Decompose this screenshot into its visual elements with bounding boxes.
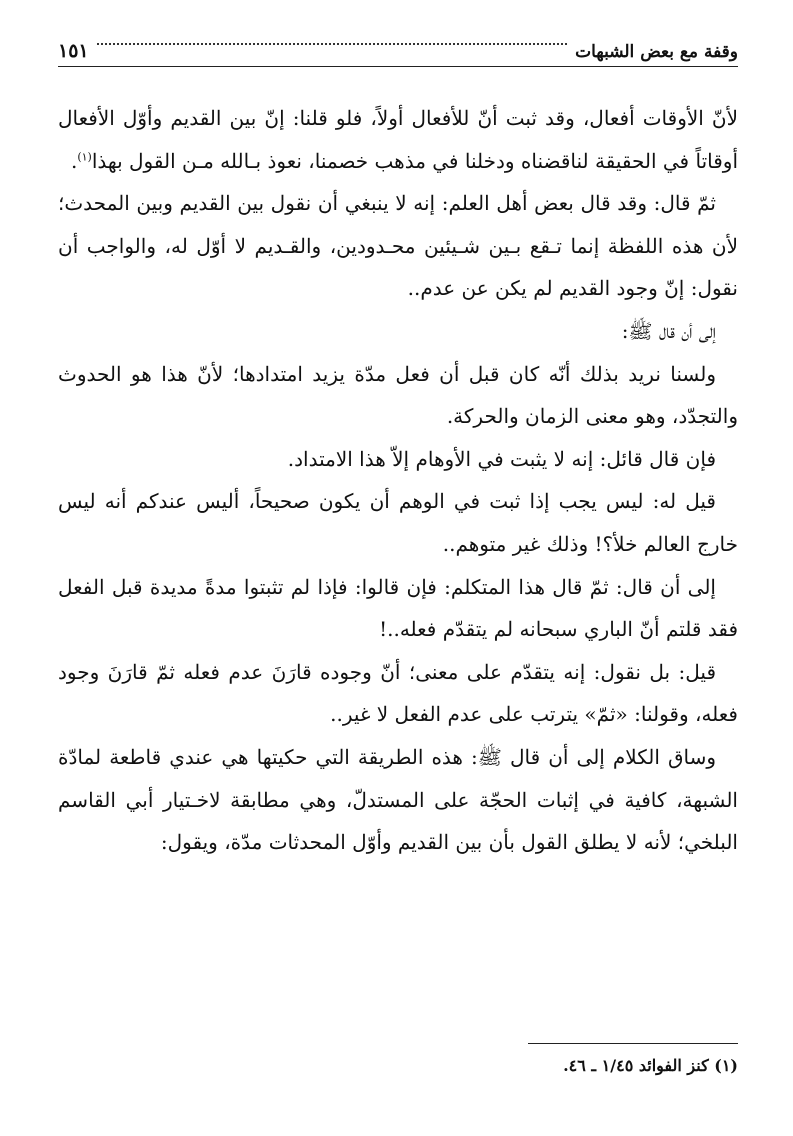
running-header: [58, 26, 738, 67]
paragraph-text-tail: .: [70, 148, 78, 173]
running-header-title: وقفة مع بعض الشبهات: [575, 42, 738, 62]
paragraph-9: [58, 736, 738, 864]
paragraph-text: ولسنا نريد بذلك أنّه كان قبل أن فعل مدّة يزيد امتدادها؛ لأنّ هذا هو الحدوث والتجدّد، وهو معنى الزمان والحركة.: [58, 361, 738, 429]
paragraph-text: فإن قال قائل: إنه لا يثبت في الأوهام إلاّ هذا الامتداد.: [287, 446, 716, 471]
paragraph-text: قيل: بل نقول: إنه يتقدّم على معنى؛ أنّ وجوده قارَنَ عدم فعله ثمّ قارَنَ وجود فعله، وقولنا: «ثمّ» يترتب على عدم الفعل لا غير..: [58, 659, 738, 727]
page-number: ١٥١: [58, 40, 89, 62]
paragraph-text: إلى أن قال: ثمّ قال هذا المتكلم: فإن قالوا: فإذا لم تثبتوا مدةً مديدة قبل الفعل فقد قلتم أنّ الباري سبحانه لم يتقدّم فعله..!: [58, 574, 738, 642]
paragraph-4: [58, 353, 738, 438]
paragraph-text: لأنّ الأوقات أفعال، وقد ثبت أنّ للأفعال أولاً، فلو قلنا: إنّ بين القديم وأوّل الأفعال أوقاتاً في الحقيقة لناقضناه ودخلنا في مذهب خصمنا، نعوذ بـالله مـن القول بهذا: [58, 106, 738, 173]
body-text: [58, 97, 738, 864]
paragraph-2: [58, 182, 738, 310]
paragraph-1: [58, 97, 738, 182]
footnote-divider: [528, 1043, 738, 1044]
paragraph-text: قيل له: ليس يجب إذا ثبت في الوهم أن يكون صحيحاً، أليس عندكم أنه ليس خارج العالم خلأ؟! وذلك غير متوهم..: [58, 489, 738, 556]
paragraph-8: [58, 651, 738, 736]
book-page: [58, 26, 738, 1116]
dotted-leader: [97, 43, 567, 45]
paragraph-6: [58, 480, 738, 565]
paragraph-text: وساق الكلام إلى أن قال ﷺ: هذه الطريقة التي حكيتها هي عندي قاطعة لمادّة الشبهة، كافية في إثبات الحجّة على المستدلّ، وهي مطابقة لاخـتيار أبي القاسم البلخي؛ لأنه لا يطلق القول بأن بين القديم وأوّل المحدثات مدّة، ويقول:: [58, 744, 738, 855]
paragraph-7: [58, 566, 738, 651]
footnote: (١) كنز الفوائد ١/٤٥ ـ ٤٦.: [563, 1056, 738, 1075]
paragraph-5: [58, 438, 738, 481]
paragraph-text: ثمّ قال: وقد قال بعض أهل العلم: إنه لا ينبغي أن نقول بين القديم وبين المحدث؛ لأن هذه اللفظة إنما تـقع بـين شـيئين محـدودين، والقـديم لا أوّل له، والواجب أن نقول: إنّ وجود القديم لم يكن عن عدم..: [58, 191, 738, 301]
paragraph-3: [58, 310, 738, 353]
footnote-reference: (١): [77, 149, 92, 163]
paragraph-text: إلى أن قال ﷺ:: [621, 318, 716, 343]
